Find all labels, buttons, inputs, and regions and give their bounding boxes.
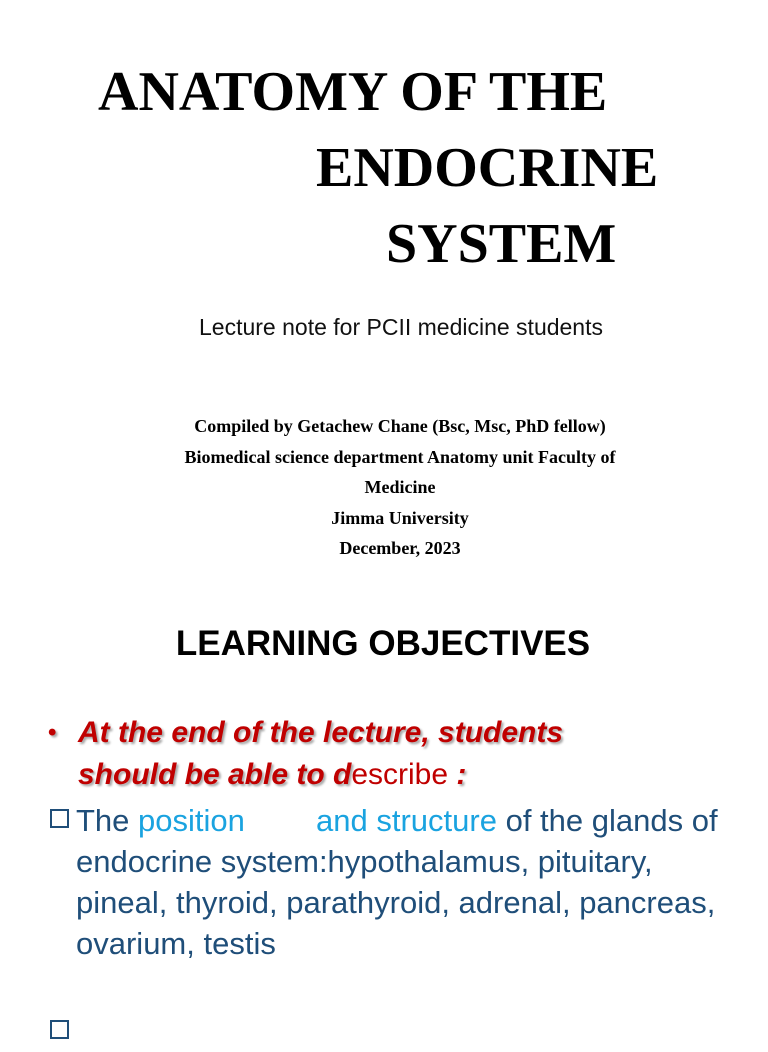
checkbox-bullet-icon-2	[50, 1020, 69, 1039]
title-line-3: SYSTEM	[386, 213, 617, 275]
compiled-by: Compiled by Getachew Chane (Bsc, Msc, PhD fellow)	[194, 416, 606, 436]
date: December, 2023	[339, 538, 461, 558]
subtitle: Lecture note for PCII medicine students	[199, 314, 603, 340]
item-of-the: of the	[496, 803, 584, 838]
objective-item-2-cutoff	[48, 1012, 748, 1052]
title-line-2: ENDOCRINE	[316, 137, 659, 199]
item-rest: glands of endocrine system:hypothalamus, pituitary, pineal, thyroid, parathyroid, adrenal, pancreas, ovarium, testis	[76, 803, 718, 961]
intro-line-2b: escribe	[351, 758, 449, 791]
credits-block	[130, 411, 670, 564]
bullet-dot-icon: •	[48, 719, 57, 746]
objectives-intro	[48, 712, 748, 796]
faculty: Medicine	[364, 477, 436, 497]
item-the: The	[76, 803, 139, 838]
intro-line-2a: should be able to d	[78, 758, 352, 791]
objectives-intro-text	[48, 712, 748, 796]
objective-item-1	[48, 800, 748, 964]
intro-line-1: At the end of the lecture, students	[78, 716, 564, 749]
intro-line-2c: :	[448, 758, 467, 791]
item-position: position	[138, 803, 245, 838]
university: Jimma University	[331, 507, 469, 528]
title-line-1: ANATOMY OF THE	[98, 61, 608, 123]
checkbox-bullet-icon	[50, 809, 69, 828]
objective-item-1-text	[48, 800, 748, 964]
item-and-structure: and structure	[316, 803, 497, 838]
department: Biomedical science department Anatomy unit Faculty of	[184, 446, 616, 467]
learning-objectives-heading: LEARNING OBJECTIVES	[175, 624, 591, 663]
